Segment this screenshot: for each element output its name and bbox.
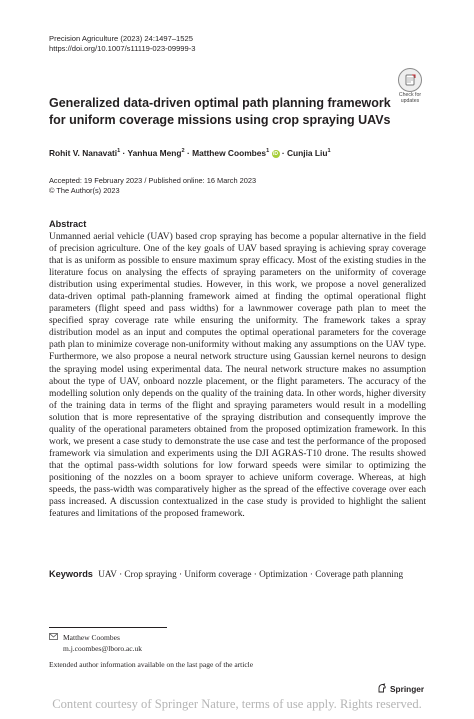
copyright-footer: Content courtesy of Springer Nature, terms of use apply. Rights reserved.	[52, 697, 422, 711]
badge-label-line1: Check for	[398, 92, 422, 98]
journal-citation: Precision Agriculture (2023) 24:1497–1525	[49, 34, 193, 43]
check-for-updates-icon	[398, 68, 422, 92]
doi-link[interactable]: https://doi.org/10.1007/s11119-023-09999-3	[49, 44, 196, 53]
journal-header	[49, 34, 196, 54]
check-for-updates-badge[interactable]	[395, 68, 425, 104]
copyright-notice: © The Author(s) 2023	[49, 186, 120, 195]
contact-name: Matthew Coombes	[63, 633, 120, 642]
springer-horse-icon	[377, 683, 387, 695]
abstract-heading: Abstract	[49, 219, 87, 229]
mail-icon	[49, 633, 63, 644]
publisher-logo	[377, 683, 424, 695]
footnote-divider	[49, 627, 167, 628]
publisher-name: Springer	[390, 684, 425, 694]
author-affiliation: 2	[181, 148, 185, 155]
publication-dates	[49, 176, 256, 196]
contact-email[interactable]: m.j.coombes@lboro.ac.uk	[63, 643, 142, 653]
author-separator: ·	[120, 148, 128, 158]
keywords-label: Keywords	[49, 569, 93, 579]
author-affiliation: 1	[266, 148, 270, 155]
author-separator: ·	[184, 148, 193, 158]
author-list	[49, 148, 331, 158]
author-name[interactable]: Matthew Coombes	[192, 148, 267, 158]
author-name[interactable]: Rohit V. Nanavati	[49, 148, 118, 158]
badge-label	[395, 93, 425, 104]
author-affiliation: 1	[117, 148, 121, 155]
title-line1: Generalized data-driven optimal path planning framework	[49, 96, 391, 110]
orcid-icon[interactable]: iD	[273, 151, 279, 157]
author-separator: ·	[279, 148, 287, 158]
keywords-section	[49, 568, 426, 580]
badge-label-line2: updates	[400, 97, 420, 104]
author-name[interactable]: Cunjia Liu	[287, 148, 328, 158]
author-name[interactable]: Yanhua Meng	[127, 148, 182, 158]
title-line2: for uniform coverage missions using crop spraying UAVs	[49, 113, 391, 127]
abstract-text: Unmanned aerial vehicle (UAV) based crop spraying has become a popular alternative in the field of precision agriculture. One of the key goals of UAV based spraying is achieving spray coverage that is as uniform as possible to ensure maximum spray efficacy. Most of the existing studies in the literature focus on analysing the effects of spraying parameters on the uniformity of coverage distribution using experimental studies. However, in this work, we propose a novel generalized data-driven optimal path-planning framework aimed at finding the optimal operational flight parameters (flight speed and pass widths) for a lawnmower coverage path plan to meet the specified spray coverage rate while ensuring the uniformity. The framework takes a spray distribution model as an input and computes the optimal operational parameters for the coverage path plan to minimize coverage non-uniformity without making any assumptions on the UAV type. Furthermore, we also propose a neural network structure using Gaussian kernel neurons to design the spraying model using experimental data. The neural network structure makes no assumption about the type of UAV, onboard nozzle placement, or the flight parameters. The accuracy of the modelling solution only depends on the quality of the training data. In other words, higher diversity of the training data in terms of the flight and spraying parameters would result in a modelling solution that is more representative of the spraying distribution and consequently improve the quality of the operational parameters obtained from the proposed optimization framework. In this work, we present a case study to demonstrate the use case and test the performance of the proposed framework via simulation and experiments using the DJI AGRAS-T10 drone. The results showed that the optimal pass-width solutions for low forward speeds were similar to optimizing the positioning of the nozzles on a boom sprayer to achieve uniform coverage. Whereas, at high speeds, the pass-width was comparatively higher as the spread of the effective coverage over each pass increased. A discussion contextualized in the case study is provided to highlight the salient features and limitations of the proposed framework.	[49, 232, 426, 520]
accepted-published-dates: Accepted: 19 February 2023 / Published online: 16 March 2023	[49, 176, 257, 185]
corresponding-author	[49, 633, 142, 654]
author-affiliation: 1	[327, 148, 331, 155]
keywords-list: UAV · Crop spraying · Uniform coverage · Optimization · Coverage path planning	[98, 569, 404, 579]
paper-title	[49, 95, 394, 129]
extended-author-info: Extended author information available on the last page of the article	[49, 660, 254, 669]
